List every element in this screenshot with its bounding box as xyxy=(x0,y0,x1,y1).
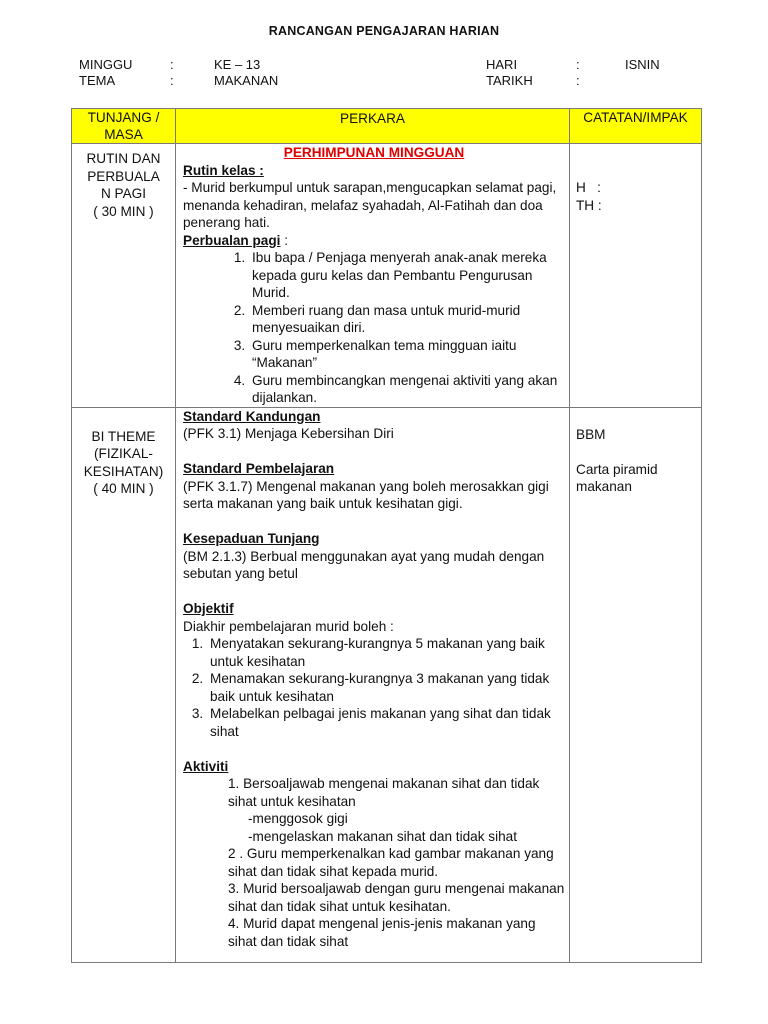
row1-label-line: RUTIN DAN xyxy=(86,151,161,166)
activity-list xyxy=(183,775,565,950)
row1-notes-cell xyxy=(570,144,702,408)
row1-label-cell xyxy=(72,144,176,408)
obj-heading: Objektif xyxy=(183,601,234,616)
perbualan-heading: Perbualan pagi xyxy=(183,232,281,248)
activity-subitem: -mengelaskan makanan sihat dan tidak sihat xyxy=(248,828,518,844)
tarikh-colon: : xyxy=(576,73,580,88)
hari-label: HARI xyxy=(486,57,518,72)
row1-label-line: ( 30 MIN ) xyxy=(93,203,154,219)
row1-content-cell xyxy=(176,144,570,408)
sk-heading: Standard Kandungan xyxy=(183,408,321,424)
tema-value: MAKANAN xyxy=(214,73,279,88)
lesson-plan-table xyxy=(71,108,702,963)
table-row-bi-theme xyxy=(72,407,702,962)
row1-label-line: PERBUALA xyxy=(87,168,160,184)
table-row-rutin xyxy=(72,144,702,408)
list-item: 4. Guru membincangkan mengenai aktiviti yang akan dijalankan. xyxy=(249,372,565,407)
activity-item: 3. Murid bersoaljawab dengan guru mengenai makanan sihat dan tidak sihat untuk kesihatan. xyxy=(228,881,565,914)
row2-content-cell xyxy=(176,407,570,962)
kt-text: (BM 2.1.3) Berbual menggunakan ayat yang mudah dengan sebutan yang betul xyxy=(183,548,545,581)
list-item: 2. Memberi ruang dan masa untuk murid-murid menyesuaikan diri. xyxy=(249,302,565,337)
minggu-colon: : xyxy=(170,57,174,72)
activity-item: 1. Bersoaljawab mengenai makanan sihat dan tidak sihat untuk kesihatan xyxy=(228,776,540,809)
row2-notes xyxy=(570,408,701,496)
obj-intro: Diakhir pembelajaran murid boleh : xyxy=(183,618,394,634)
note-h: H : xyxy=(576,180,601,195)
row1-content xyxy=(176,144,569,407)
header-perkara-text: PERKARA xyxy=(340,111,405,126)
list-item: 3. Melabelkan pelbagai jenis makanan yang sihat dan tidak sihat xyxy=(207,705,565,740)
row2-label-line: (FIZIKAL- xyxy=(94,446,153,461)
sp-heading: Standard Pembelajaran xyxy=(183,461,335,476)
section-title: PERHIMPUNAN MINGGUAN xyxy=(283,145,465,160)
perbualan-colon: : xyxy=(280,232,289,248)
note-bbm: BBM xyxy=(576,426,606,442)
row2-label-line: KESIHATAN) xyxy=(83,463,164,479)
minggu-label: MINGGU xyxy=(79,57,133,72)
list-item: 1. Ibu bapa / Penjaga menyerah anak-anak mereka kepada guru kelas dan Pembantu Pengurusan Murid. xyxy=(249,249,565,302)
row1-label-line: N PAGI xyxy=(100,186,147,201)
table-header-row xyxy=(72,109,702,144)
akt-heading: Aktiviti xyxy=(183,758,229,774)
kt-heading: Kesepaduan Tunjang xyxy=(183,531,320,546)
perbualan-list xyxy=(183,249,565,407)
row2-notes-cell xyxy=(570,407,702,962)
note-th: TH : xyxy=(576,197,602,213)
row2-label xyxy=(72,408,175,498)
header-catatan xyxy=(570,109,702,144)
row1-notes xyxy=(570,144,701,214)
sp-text: (PFK 3.1.7) Mengenal makanan yang boleh merosakkan gigi serta makanan yang baik untuk kesihatan gigi. xyxy=(183,478,549,511)
list-item: 3. Guru memperkenalkan tema mingguan iaitu “Makanan” xyxy=(249,337,565,372)
rutin-text: - Murid berkumpul untuk sarapan,mengucapkan selamat pagi, menanda kehadiran, melafaz syahadah, Al-Fatihah dan doa penerang hati. xyxy=(183,180,557,230)
hari-value: ISNIN xyxy=(625,57,660,72)
activity-item: 2 . Guru memperkenalkan kad gambar makanan yang sihat dan tidak sihat kepada murid. xyxy=(228,846,554,879)
row2-label-line: BI THEME xyxy=(91,428,156,444)
header-catatan-text: CATATAN/IMPAK xyxy=(583,110,688,125)
note-carta: Carta piramid makanan xyxy=(576,461,658,494)
row2-label-line: ( 40 MIN ) xyxy=(93,481,154,496)
hari-colon: : xyxy=(576,57,580,72)
list-item: 1. Menyatakan sekurang-kurangnya 5 makanan yang baik untuk kesihatan xyxy=(207,635,565,670)
tema-label: TEMA xyxy=(79,73,116,88)
row1-label xyxy=(72,144,175,220)
rutin-heading: Rutin kelas : xyxy=(183,162,264,178)
page-title: RANCANGAN PENGAJARAN HARIAN xyxy=(268,24,500,38)
header-tunjang-masa-text: TUNJANG / MASA xyxy=(87,110,160,142)
activity-subitem: -menggosok gigi xyxy=(248,811,348,826)
sk-text: (PFK 3.1) Menjaga Kebersihan Diri xyxy=(183,426,394,441)
meta-block xyxy=(0,57,768,91)
header-perkara xyxy=(176,109,570,144)
objective-list xyxy=(183,635,565,740)
tema-colon: : xyxy=(170,73,174,88)
header-tunjang-masa xyxy=(72,109,176,144)
tarikh-label: TARIKH xyxy=(486,73,533,88)
list-item: 2. Menamakan sekurang-kurangnya 3 makanan yang tidak baik untuk kesihatan xyxy=(207,670,565,705)
minggu-value: KE – 13 xyxy=(214,57,261,72)
activity-item: 4. Murid dapat mengenal jenis-jenis makanan yang sihat dan tidak sihat xyxy=(228,916,536,949)
row2-content xyxy=(176,408,569,951)
row2-label-cell xyxy=(72,407,176,962)
